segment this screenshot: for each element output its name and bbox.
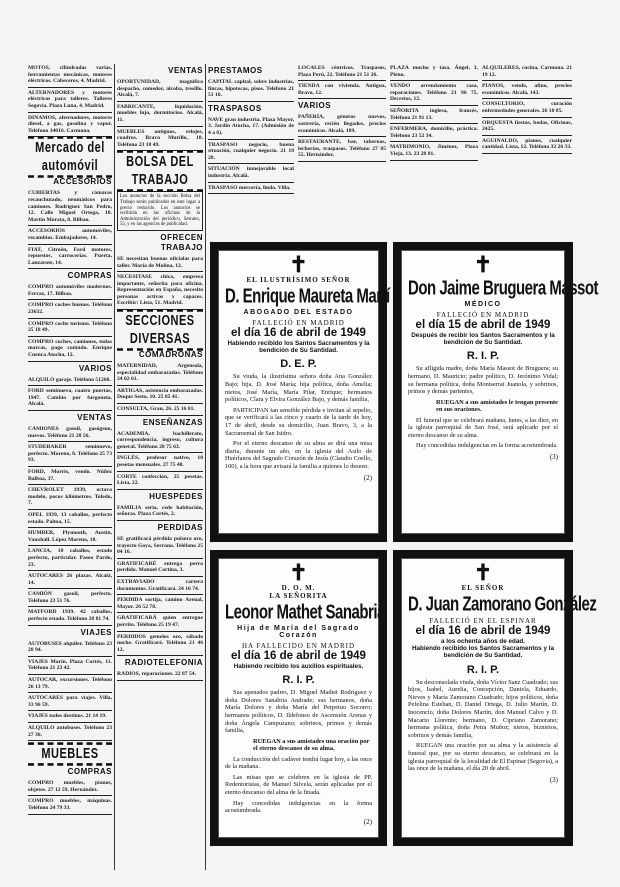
section-heading: MUEBLES bbox=[28, 742, 112, 765]
notice-number: (3) bbox=[549, 775, 558, 784]
classified-ad: STUDEBAKER seminuevo, perfecto. Moreno, 8. Teléfono 25 73 93. bbox=[28, 443, 112, 467]
classified-ad: VENDO arrendamiento casa, reparaciones. Teléfono 21 96 75. Decretos, 12. bbox=[390, 82, 478, 106]
classified-column-1 bbox=[28, 64, 112, 870]
section-heading: ACCESORIOS bbox=[53, 177, 112, 187]
classified-ad: ALTERNADORES y motores eléctricos para talleres. Talleres Segovia. Plaza Luna, 4. Madrid. bbox=[28, 89, 112, 113]
age-note: a los ochenta años de edad. bbox=[441, 638, 525, 645]
deceased-name: Don Jaime Bruguera Massot bbox=[408, 276, 599, 300]
classified-ad: CAPITAL capital, sobre industrias, fincas, hipotecas, pisos. Teléfono 21 51 16. bbox=[208, 78, 294, 102]
column-divider bbox=[205, 64, 206, 870]
section-heading: COMADRONAS bbox=[138, 350, 203, 360]
obituary-paragraph: PARTICIPAN tan sensible pérdida e invitan al sepelio, que se verificará a las cinco y cuarto de la tarde de hoy, 17 de abril, desde su domicilio, Juan Bravo, 3, a la Sacramental de San Isidro. bbox=[225, 406, 372, 437]
classified-ad: ALQUILO garaje. Teléfono 51266. bbox=[28, 376, 112, 387]
classified-ad: TIENDA con vivienda. Antigua, Bravo, 12. bbox=[298, 82, 386, 99]
deceased-role: MÉDICO bbox=[464, 301, 502, 308]
classified-ad: LANCIA, 10 caballos, estado perfecto, particular. Paseo Pardo, 23. bbox=[28, 547, 112, 571]
obituary-paragraph: Su afligida madre, doña María Massot de Bruguera; su hermano, D. Mauricio; padre político, D. Jerónimo Vidal; su hermana política, doña Montserrat Juanola, y sobrinos, primos y demás parientes, bbox=[408, 365, 558, 396]
classified-ad: COMPRO coche turismo. Teléfono 25 18 49. bbox=[28, 320, 112, 337]
obituary-paragraph: RUEGAN una oración por su alma y la asistencia al funeral que, por su eterno descanso, se celebrará en la iglesia parroquial de la localidad de El Espinar (Segovia), a las once de la mañana, el día 20 de abril. bbox=[408, 742, 558, 773]
classified-ad: CHEVROLET 1939, octavo modelo, pocos kilómetros. Toledo, 7. bbox=[28, 486, 112, 510]
classified-ad: COMPRO automóviles modernos. Ferraz, 17. Bilbao. bbox=[28, 283, 112, 300]
classified-ad: AUTOCARES 26 plazas. Alcalá, 14. bbox=[28, 572, 112, 589]
classified-ad: VIAJES todos destinos. 21 14 19. bbox=[28, 712, 112, 723]
classified-ad: COMPRO coches, camiones, todas marcas, pago contado. Enrique Cuenca Atocha, 12. bbox=[28, 338, 112, 362]
classified-ad: AGUINALDO, pianos, cualquier cantidad. Lista, 12. Teléfono 32 26 33. bbox=[482, 137, 572, 154]
classified-ad: CONSULTORIO, curación enfermedades generales. 26 10 85. bbox=[482, 100, 572, 117]
deceased-name: D. Juan Zamorano González bbox=[408, 592, 597, 616]
classified-ad: NAVE gran industria. Plaza Mayor, 3. Jardín Atocha, 17. (Admisión de 4 a 6). bbox=[208, 116, 294, 140]
death-date: el día 16 de abril de 1949 bbox=[231, 650, 366, 662]
classified-ad: ORQUESTA fiestas, bodas, Oficinas, 2425. bbox=[482, 119, 572, 136]
section-heading: VARIOS bbox=[298, 101, 332, 111]
section-heading: VENTAS bbox=[168, 66, 203, 75]
classified-column-4 bbox=[298, 64, 386, 236]
section-notice: Los anuncios de la sección Bolsa del Trabajo serán publicados en este lugar a precio reducido. Los anuncios se recibirán en las oficinas de la Administración del periódico, Serrano, 55, y en las agencias de publicidad. bbox=[117, 191, 203, 231]
column-divider bbox=[114, 64, 115, 870]
obituary-notice bbox=[393, 550, 597, 846]
obituary-preface: EL ILUSTRÍSIMO SEÑOR bbox=[246, 276, 351, 284]
death-date: el día 16 de abril de 1949 bbox=[231, 327, 366, 339]
classified-ad: PERDIDA sortija, camino Arenal, Mayor. 26 52 78. bbox=[117, 596, 203, 613]
classified-ad: HUMBER, Plymouth, Austin, Vauxhall. López Moreno, 18. bbox=[28, 529, 112, 546]
classified-ad: CONSULTA, Grau, 26. 25 16 81. bbox=[117, 405, 203, 416]
request-note: RUEGAN a sus amistades una oración por el eterno descanso de su alma. bbox=[253, 737, 370, 753]
section-heading: HUESPEDES bbox=[149, 491, 203, 501]
classified-ad: COMPRO muebles, pianos, objetos. 27 12 59. Hernández. bbox=[28, 779, 112, 796]
rip-heading: R. I. P. bbox=[282, 674, 315, 687]
sacraments-note: Habiendo recibido los Santos Sacramentos y la bendición de Su Santidad. bbox=[227, 340, 370, 355]
classified-ad: INGLÉS, profesor nativo, 10 pesetas mensuales. 27 75 48. bbox=[117, 454, 203, 471]
classified-ad: RADIOS, reparaciones. 22 87 54. bbox=[117, 670, 203, 681]
classified-column-6 bbox=[482, 64, 572, 236]
classified-column-3 bbox=[208, 64, 294, 236]
death-place: FALLECIÓ EN MADRID bbox=[252, 319, 345, 327]
request-note: RUEGAN a sus amistades le tengan presente en sus oraciones. bbox=[436, 398, 559, 414]
classified-ad: FABRICANTE, liquidación, muebles lujo, dormitorios. Alcalá, 11. bbox=[117, 103, 203, 127]
obituary-preface: D. O. M. bbox=[281, 584, 316, 592]
section-heading: VIAJES bbox=[80, 627, 112, 637]
classified-ad: FAMILIA seria, cede habitación, señoras. Plaza Cortés, 2. bbox=[117, 504, 203, 521]
obituary-paragraph: Su desconsolada viuda, doña Víctor Sanz Cuadrado; sus hijos, Isabel, Aurelia, Concepción, Daniela, Eduardo, Nieves y María Zamorano Cuadrado; hijos políticos, doña Pefelina Esteban, D. Daniel Ortega, D. Julio Martín, D. Inocencio, doña Dolores Martín, don Manuel Calvo y D. Macario Llorente; hermano, D. Cipriano Zamorano; hermana política, doña Petra Muñoz; nietos, biznietos, sobrinos y demás familia, bbox=[408, 678, 558, 739]
classified-ad: MATFORD 1939. 42 caballos, perfecto estado. Teléfono 28 81 74. bbox=[28, 608, 112, 625]
classified-ad: PERDIDOS gemelos oro, sábado noche. Gratificaré. Teléfono 21 46 12. bbox=[117, 633, 203, 657]
classified-ad: PLAZA mucho y tasa. Ángel, 3. Pleno. bbox=[390, 64, 478, 81]
classified-ad: MATERNIDAD, Argensola, especialidad embarazadas. Teléfono 24 02 61. bbox=[117, 362, 203, 386]
obituary-paragraph: Por el eterno descanso de su alma se dirá una misa diaria, durante un año, en la iglesia del Asilo de Huérfanos del Sagrado Corazón de Jesús (Claudio Coello, 100), a la hora que avisará la familia a quienes lo deseen. bbox=[225, 440, 372, 470]
classified-ad: FORD, Morris, vendo. Núñez Balboa, 37. bbox=[28, 468, 112, 485]
cross-icon: ✝ bbox=[289, 252, 308, 277]
classified-ad: ALQUILO autobuses. Teléfono 23 27 36. bbox=[28, 724, 112, 741]
obituary-paragraph: Sus apenados padres, D. Miguel Mathet Rodríguez y doña Dolores Sanabria Andrade; sus hermanos, doña María Dolores y doña María del Perpetuo Socorro; hermanos políticos, D. Ildefonso de Ascensión Arenas y doña Ángela Campuzano; sobrinos, primos y demás familia, bbox=[225, 689, 372, 735]
notice-number: (2) bbox=[363, 473, 372, 482]
obituary-notice bbox=[393, 242, 599, 542]
classified-ad: PAÑERÍA, géneros nuevos, sastrería, recién llegados, precios económicos. Alcalá, 109. bbox=[298, 113, 386, 137]
classified-ad: AUTOCARES para viajes. Villa, 33 96 59. bbox=[28, 694, 112, 711]
obituary-preface: EL SEÑOR bbox=[461, 584, 505, 592]
deceased-role: Hija de María del Sagrado Corazón bbox=[237, 625, 360, 639]
section-heading: PRESTAMOS bbox=[208, 66, 263, 75]
classified-ad: RESTAURANTE, bar, tabernas, lecherías, traspasos. Teléfono 27 85 55. Hernández. bbox=[298, 138, 386, 162]
cross-icon: ✝ bbox=[473, 252, 493, 277]
classified-ad: COMPRO muebles, máquinas. Teléfono 24 79 33. bbox=[28, 797, 112, 814]
classified-ad: LOCALES céntricos. Traspasos, Plaza Perú, 22. Teléfono 21 51 26. bbox=[298, 64, 386, 81]
notice-number: (3) bbox=[549, 452, 558, 461]
classified-ad: COMPRO coches buenos. Teléfono 23632. bbox=[28, 301, 112, 318]
death-place: FALLECIÓ EN EL ESPINAR bbox=[429, 617, 537, 625]
sacraments-note: Después de recibir los Santos Sacramentos y la bendición de Su Santidad. bbox=[411, 332, 555, 347]
section-heading: ENSEÑANZAS bbox=[142, 417, 203, 427]
obituary-notice bbox=[210, 242, 390, 542]
obituary-paragraph: Hay concedidas indulgencias en la forma acostumbrada. bbox=[225, 799, 372, 815]
classified-ad: PIANOS, vendo, afino, precios económicos. Alcalá, 143. bbox=[482, 82, 572, 99]
deceased-role: ABOGADO DEL ESTADO bbox=[243, 309, 354, 316]
classified-ad: GRATIFICARÁ quien entregue perrito. Teléfono 25 19 47. bbox=[117, 614, 203, 631]
obituary-notice bbox=[210, 550, 387, 846]
rip-heading: R. I. P. bbox=[466, 663, 500, 676]
sacraments-note: Habiendo recibido los Santos Sacramentos y la bendición de Su Santidad. bbox=[411, 645, 555, 660]
obituary-paragraph: La conducción del cadáver tendrá lugar hoy, a las once de la mañana. bbox=[225, 755, 372, 771]
classified-ad: CORTE confección, 25 pesetas. Lista, 22. bbox=[117, 473, 203, 490]
obituary-paragraph: Hay concedidas indulgencias en la forma acostumbrada. bbox=[416, 442, 558, 450]
classified-ad: AUTOBUSES alquiler. Teléfono 23 28 94. bbox=[28, 640, 112, 657]
cross-icon: ✝ bbox=[289, 560, 308, 585]
classified-column-2 bbox=[117, 64, 203, 870]
classified-ad: FORD seminuevo, cuatro puertas, 1947. Cambio por furgoneta. Alcalá. bbox=[28, 387, 112, 411]
cross-icon: ✝ bbox=[473, 560, 493, 585]
deceased-name: D. Enrique Maureta Martí bbox=[225, 284, 390, 308]
classified-ad: ALQUILERES, cocina, Carmona. 21 19 12. bbox=[482, 64, 572, 81]
classified-ad: CUBIERTAS y cámaras recauchutado, neumáticos para camiones. Rodríguez San Pedro, 12. Calle Miguel Ortega, 10. Martín Morata, 8. Bilbao. bbox=[28, 189, 112, 226]
classified-ad: SEÑORITA inglesa, francés, Teléfono 21 91 13. bbox=[390, 107, 478, 124]
classified-ad: DINAMOS, alternadores, motores diesel, a gas, gasolina y vapor. Teléfono 34016. Carmona. bbox=[28, 114, 112, 138]
classified-ad: MUEBLES antiguos, relojes, cuadros. Bravo Murillo, 18. Teléfono 23 18 49. bbox=[117, 128, 203, 152]
classified-ad: SE gratificará pérdida pulsera oro, trayecto Goya, Serrano. Teléfono 25 04 16. bbox=[117, 535, 203, 559]
section-heading: BOLSA DEL TRABAJO bbox=[117, 151, 203, 193]
classified-ad: FIAT, Citroën, Ford motores, repuestos, carrocerías. Puerta, Lanzarote, 14. bbox=[28, 246, 112, 270]
classified-ad: AUTOCAR, excursiones. Teléfono 26 13 79. bbox=[28, 676, 112, 693]
classified-ad: SITUACIÓN inmejorable local industria. Alcalá. bbox=[208, 165, 294, 182]
section-heading: COMPRAS bbox=[67, 767, 112, 777]
obituary-preface: LA SEÑORITA bbox=[269, 592, 328, 600]
classified-ad: CAMIÓN gasoil, perfecto. Teléfono 23 51 76. bbox=[28, 590, 112, 607]
classified-ad: ACCESORIOS automóviles, recambios. Embajadores, 14. bbox=[28, 227, 112, 244]
classified-ad: TRASPASO negocio, buena situación, cualquier negocio. 21 18 28. bbox=[208, 141, 294, 165]
classified-ad: GRATIFICARÉ entrega perro perdido. Manuel Cortina, 3. bbox=[117, 560, 203, 577]
section-heading: VARIOS bbox=[78, 363, 112, 373]
classified-column-5 bbox=[390, 64, 478, 236]
sacraments-note: Habiendo recibido los auxilios espirituales. bbox=[233, 663, 364, 670]
section-heading: RADIOTELEFONIA bbox=[124, 658, 203, 668]
section-heading: Mercado del automóvil bbox=[28, 137, 112, 179]
section-heading: OFRECEN TRABAJO bbox=[160, 232, 203, 252]
death-place: FALLECIÓ EN MADRID bbox=[436, 311, 530, 319]
classified-ad: ACADEMIA, bachillerato, correspondencia, ingreso, cultura general. Teléfono 28 75 63. bbox=[117, 430, 203, 454]
obituary-paragraph: Las misas que se celebren en la iglesia de PP. Redentoristas, de Manuel Silvela, serán aplicadas por el eterno descanso del alma de la finada. bbox=[225, 773, 372, 796]
classified-ad: OPEL 1939, 13 caballos, perfecto estado. Palma, 15. bbox=[28, 511, 112, 528]
obituary-paragraph: Su viuda, la ilustrísima señora doña Ana González Bajo; hija, D. José María; hija política, doña Amelia; nietos, José María, María Pilar, Enrique; hermanos políticos, Clara y Elvira González Bajo, y demás familia, bbox=[225, 373, 372, 404]
death-date: el día 16 de abril de 1949 bbox=[415, 625, 551, 637]
section-heading: VENTAS bbox=[77, 413, 112, 422]
obituary-paragraph: El funeral que se celebrará mañana, lunes, a las diez, en la iglesia parroquial de San José, será aplicado por el eterno descanso de su alma. bbox=[408, 416, 558, 439]
classified-ad: SE necesitan buenas oficialas para taller. María de Molina, 12. bbox=[117, 255, 203, 272]
section-heading: COMPRAS bbox=[67, 271, 112, 281]
deceased-name: Leonor Mathet Sanabria bbox=[225, 600, 385, 624]
classified-ad: NECESITASE chica, empresa importante, señorita para oficina. Representación en España, necesito personas activas y capaces. Escribir: Lista, 51. Madrid. bbox=[117, 273, 203, 310]
section-heading: SECCIONES DIVERSAS bbox=[117, 309, 203, 351]
classified-ad: CAMIONES gasoil, gasógeno, nuevos. Teléfono 21 28 56. bbox=[28, 425, 112, 442]
death-place: HA FALLECIDO EN MADRID bbox=[241, 642, 356, 650]
classified-ad: EXTRAVIADO cartera documentos. Gratificará. 24 16 74. bbox=[117, 578, 203, 595]
classified-ad: TRASPASO mercería, lindo. Villa. bbox=[208, 184, 294, 195]
classified-ad: MOTOS, cilindradas varias, herramientas mecánicas, motores eléctricos. Cabeceros, 4. Madrid. bbox=[28, 64, 112, 88]
classified-ad: MATRIMONIO, Jiménez, Plaza Vieja, 13. 23 28 81. bbox=[390, 143, 478, 160]
classified-ad: ARTIGAS, asistencia embarazadas. Duque Sesto, 10. 25 85 41. bbox=[117, 387, 203, 404]
section-heading: PERDIDAS bbox=[157, 522, 203, 532]
classified-ad: ENFERMERA, domicilio, práctica. Teléfono 23 52 34. bbox=[390, 125, 478, 142]
section-heading: TRASPASOS bbox=[208, 103, 262, 113]
classified-ad: OPORTUNIDAD, magnífico despacho, comedor, alcoba, tresillo. Alcalá, 7. bbox=[117, 78, 203, 102]
death-date: el día 15 de abril de 1949 bbox=[415, 319, 551, 331]
notice-number: (2) bbox=[363, 817, 372, 826]
rip-heading: D. E. P. bbox=[280, 358, 317, 371]
classified-ad: VIAJES Marín. Plaza Cortés, 11. Teléfono 21 23 42. bbox=[28, 658, 112, 675]
rip-heading: R. I. P. bbox=[466, 350, 500, 363]
